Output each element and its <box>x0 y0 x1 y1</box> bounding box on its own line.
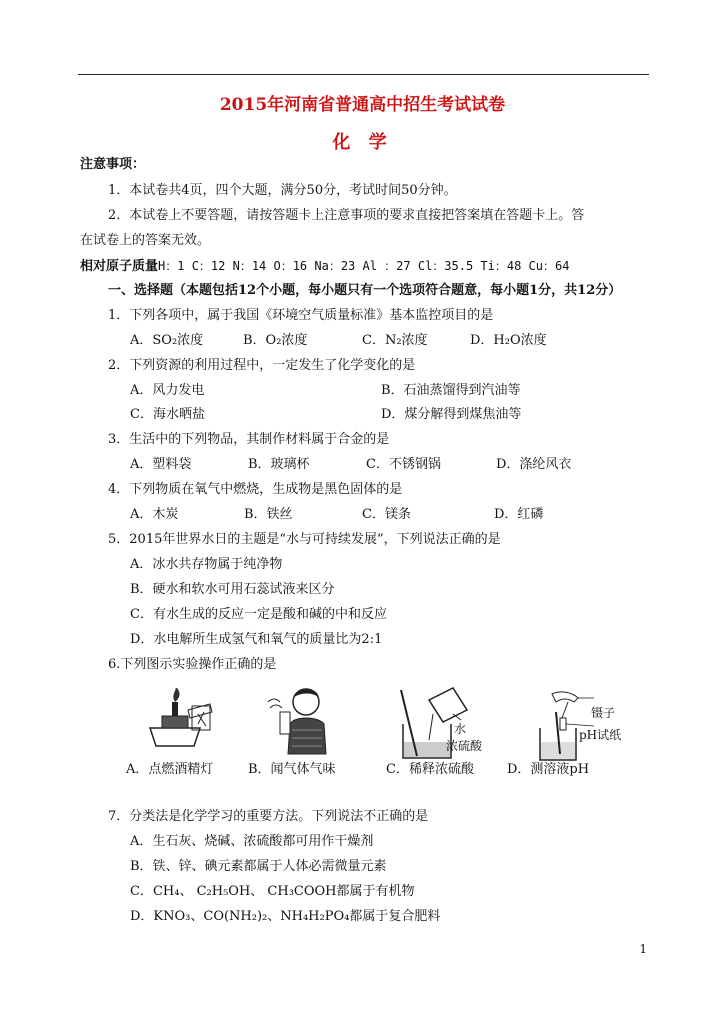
q1-option-c: C．N₂浓度 <box>362 333 428 348</box>
q6-option-c: C．稀释浓硫酸 <box>386 762 474 777</box>
header-rule <box>78 74 649 75</box>
q7-option-b: B．铁、锌、碘元素都属于人体必需微量元素 <box>130 859 387 874</box>
q3-option-d: D．涤纶风衣 <box>496 457 572 472</box>
q1-stem: 1．下列各项中，属于我国《环境空气质量标准》基本监控项目的是 <box>108 308 494 323</box>
q7-option-c: C．CH₄、 C₂H₅OH、 CH₃COOH都属于有机物 <box>130 884 415 899</box>
q4-option-a: A．木炭 <box>130 507 179 522</box>
q3-option-b: B．玻璃杯 <box>248 457 310 472</box>
subject-title: 化 学 <box>332 132 393 153</box>
q5-option-c: C．有水生成的反应一定是酸和碱的中和反应 <box>130 607 387 622</box>
q6-option-a: A．点燃酒精灯 <box>126 762 214 777</box>
q7-option-d: D．KNO₃、CO(NH₂)₂、NH₄H₂PO₄都属于复合肥料 <box>130 909 441 924</box>
q2-stem: 2．下列资源的利用过程中，一定发生了化学变化的是 <box>108 358 416 373</box>
q4-option-d: D．红磷 <box>494 507 544 522</box>
page-number: 1 <box>639 942 647 956</box>
q5-option-a: A．冰水共存物属于纯净物 <box>130 557 283 572</box>
section1-heading-line <box>108 282 621 300</box>
notes-heading: 注意事项： <box>80 157 146 172</box>
q4-option-b: B．铁丝 <box>244 507 293 522</box>
atomic-mass-line <box>80 257 569 276</box>
q3-stem: 3．生活中的下列物品，其制作材料属于合金的是 <box>108 432 390 447</box>
note-1: 1．本试卷共4页，四个大题，满分50分，考试时间50分钟。 <box>108 183 457 198</box>
q7-stem: 7．分类法是化学学习的重要方法。下列说法不正确的是 <box>108 809 429 824</box>
note-2b: 在试卷上的答案无效。 <box>80 233 211 248</box>
fig-d-label-ph-paper: pH试纸 <box>579 728 622 742</box>
exam-title: 2015年河南省普通高中招生考试试卷 <box>219 95 506 115</box>
q1-option-b: B．O₂浓度 <box>243 333 308 348</box>
smell-gas-figure <box>262 684 350 756</box>
alcohol-lamp-figure <box>140 688 220 752</box>
ph-test-figure <box>532 684 602 764</box>
fig-c-label-acid: 浓硫酸 <box>446 739 483 753</box>
q1-option-d: D．H₂O浓度 <box>470 333 547 348</box>
atomic-mass-values: H：1 C：12 N：14 O：16 Na：23 Al ：27 Cl：35.5 Ti：48 Cu：64 <box>158 259 570 273</box>
q5-option-d: D．水电解所生成氢气和氧气的质量比为2:1 <box>130 632 383 647</box>
q2-option-d: D．煤分解得到煤焦油等 <box>381 407 522 422</box>
q2-option-a: A．风力发电 <box>130 383 205 398</box>
q6-stem: 6.下列图示实验操作正确的是 <box>108 657 277 672</box>
note-2a: 2．本试卷上不要答题，请按答题卡上注意事项的要求直接把答案填在答题卡上。答 <box>108 208 585 223</box>
q2-option-b: B．石油蒸馏得到汽油等 <box>381 383 521 398</box>
q2-option-c: C．海水晒盐 <box>130 407 205 422</box>
q5-option-b: B．硬水和软水可用石蕊试液来区分 <box>130 582 335 597</box>
q3-option-c: C．不锈钢锅 <box>366 457 441 472</box>
q5-stem: 5．2015年世界水日的主题是“水与可持续发展”，下列说法正确的是 <box>108 532 501 547</box>
q6-option-b: B．闻气体气味 <box>248 762 336 777</box>
q4-option-c: C．镁条 <box>362 507 411 522</box>
atomic-mass-label: 相对原子质量 <box>80 259 159 274</box>
fig-c-label-water: 水 <box>454 722 467 736</box>
q4-stem: 4．下列物质在氧气中燃烧，生成物是黑色固体的是 <box>108 482 403 497</box>
fig-d-label-tweezers: 镊子 <box>591 706 616 720</box>
q3-option-a: A．塑料袋 <box>130 457 192 472</box>
section1-desc: （本题包括12个小题，每小题只有一个选项符合题意，每小题1分，共12分） <box>173 283 622 298</box>
q6-option-d: D．测溶液pH <box>507 762 590 777</box>
q7-option-a: A．生石灰、烧碱、浓硫酸都可用作干燥剂 <box>130 834 374 849</box>
q1-option-a: A．SO₂浓度 <box>130 333 204 348</box>
section1-heading: 一、选择题 <box>108 283 174 298</box>
